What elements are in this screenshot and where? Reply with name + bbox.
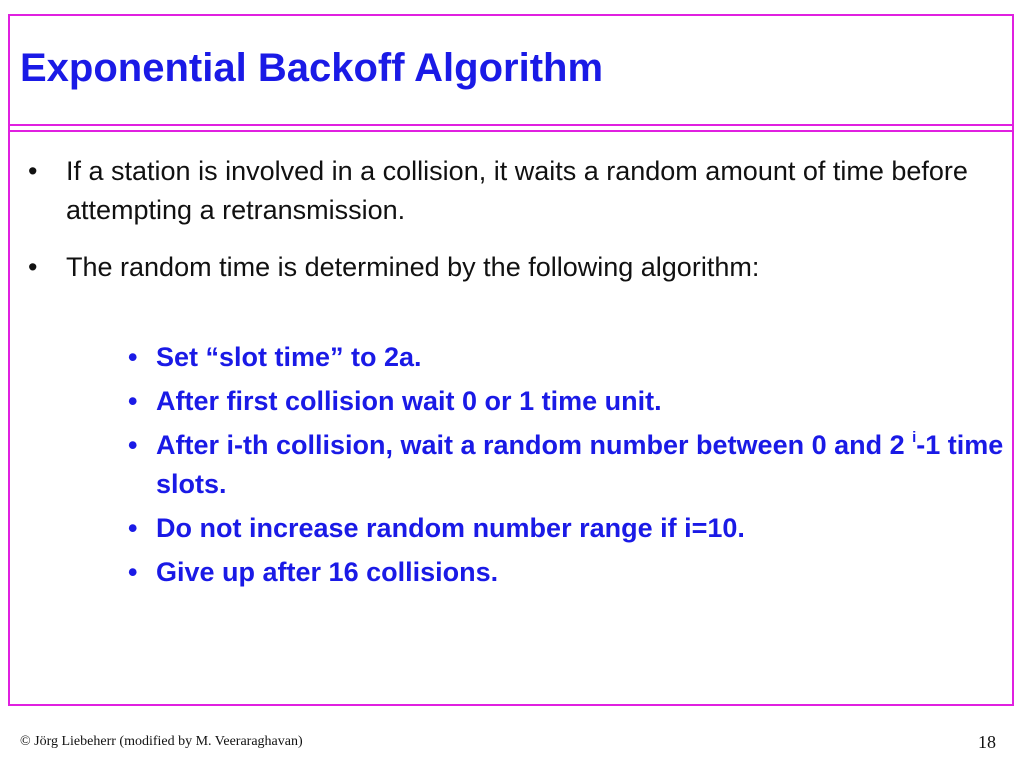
step-dot: • (128, 430, 138, 460)
step-dot: • (128, 342, 138, 372)
slide-title: Exponential Backoff Algorithm (20, 46, 604, 90)
bullet-text: If a station is involved in a collision, it waits a random amount of time before attempting a retransmission. (66, 156, 968, 225)
title-divider-bottom (8, 130, 1014, 132)
copyright-footer: © Jörg Liebeherr (modified by M. Veeraraghavan) (20, 734, 303, 749)
main-bullet-list (0, 152, 1024, 305)
bullet-item (0, 248, 1024, 287)
step-superscript: i (912, 429, 917, 446)
step-text: After first collision wait 0 or 1 time unit. (156, 386, 662, 416)
algorithm-step (0, 382, 1024, 421)
page-number: 18 (978, 732, 996, 752)
algorithm-step-list (0, 338, 1024, 597)
step-dot: • (128, 557, 138, 587)
bullet-dot: • (28, 252, 38, 282)
step-text: Set “slot time” to 2a. (156, 342, 422, 372)
algorithm-step (0, 509, 1024, 548)
bullet-dot: • (28, 156, 38, 186)
bullet-item (0, 152, 1024, 230)
step-text-part: -1 time slots. (156, 430, 1004, 499)
step-text: Do not increase random number range if i=10. (156, 513, 745, 543)
title-divider-top (8, 124, 1014, 126)
algorithm-step (0, 426, 1024, 504)
step-text: Give up after 16 collisions. (156, 557, 499, 587)
step-text (156, 430, 1003, 499)
step-text-part: After i-th collision, wait a random number between 0 and 2 (156, 430, 913, 460)
algorithm-step (0, 553, 1024, 592)
step-dot: • (128, 513, 138, 543)
step-dot: • (128, 386, 138, 416)
algorithm-step (0, 338, 1024, 377)
bullet-text: The random time is determined by the following algorithm: (66, 252, 760, 282)
